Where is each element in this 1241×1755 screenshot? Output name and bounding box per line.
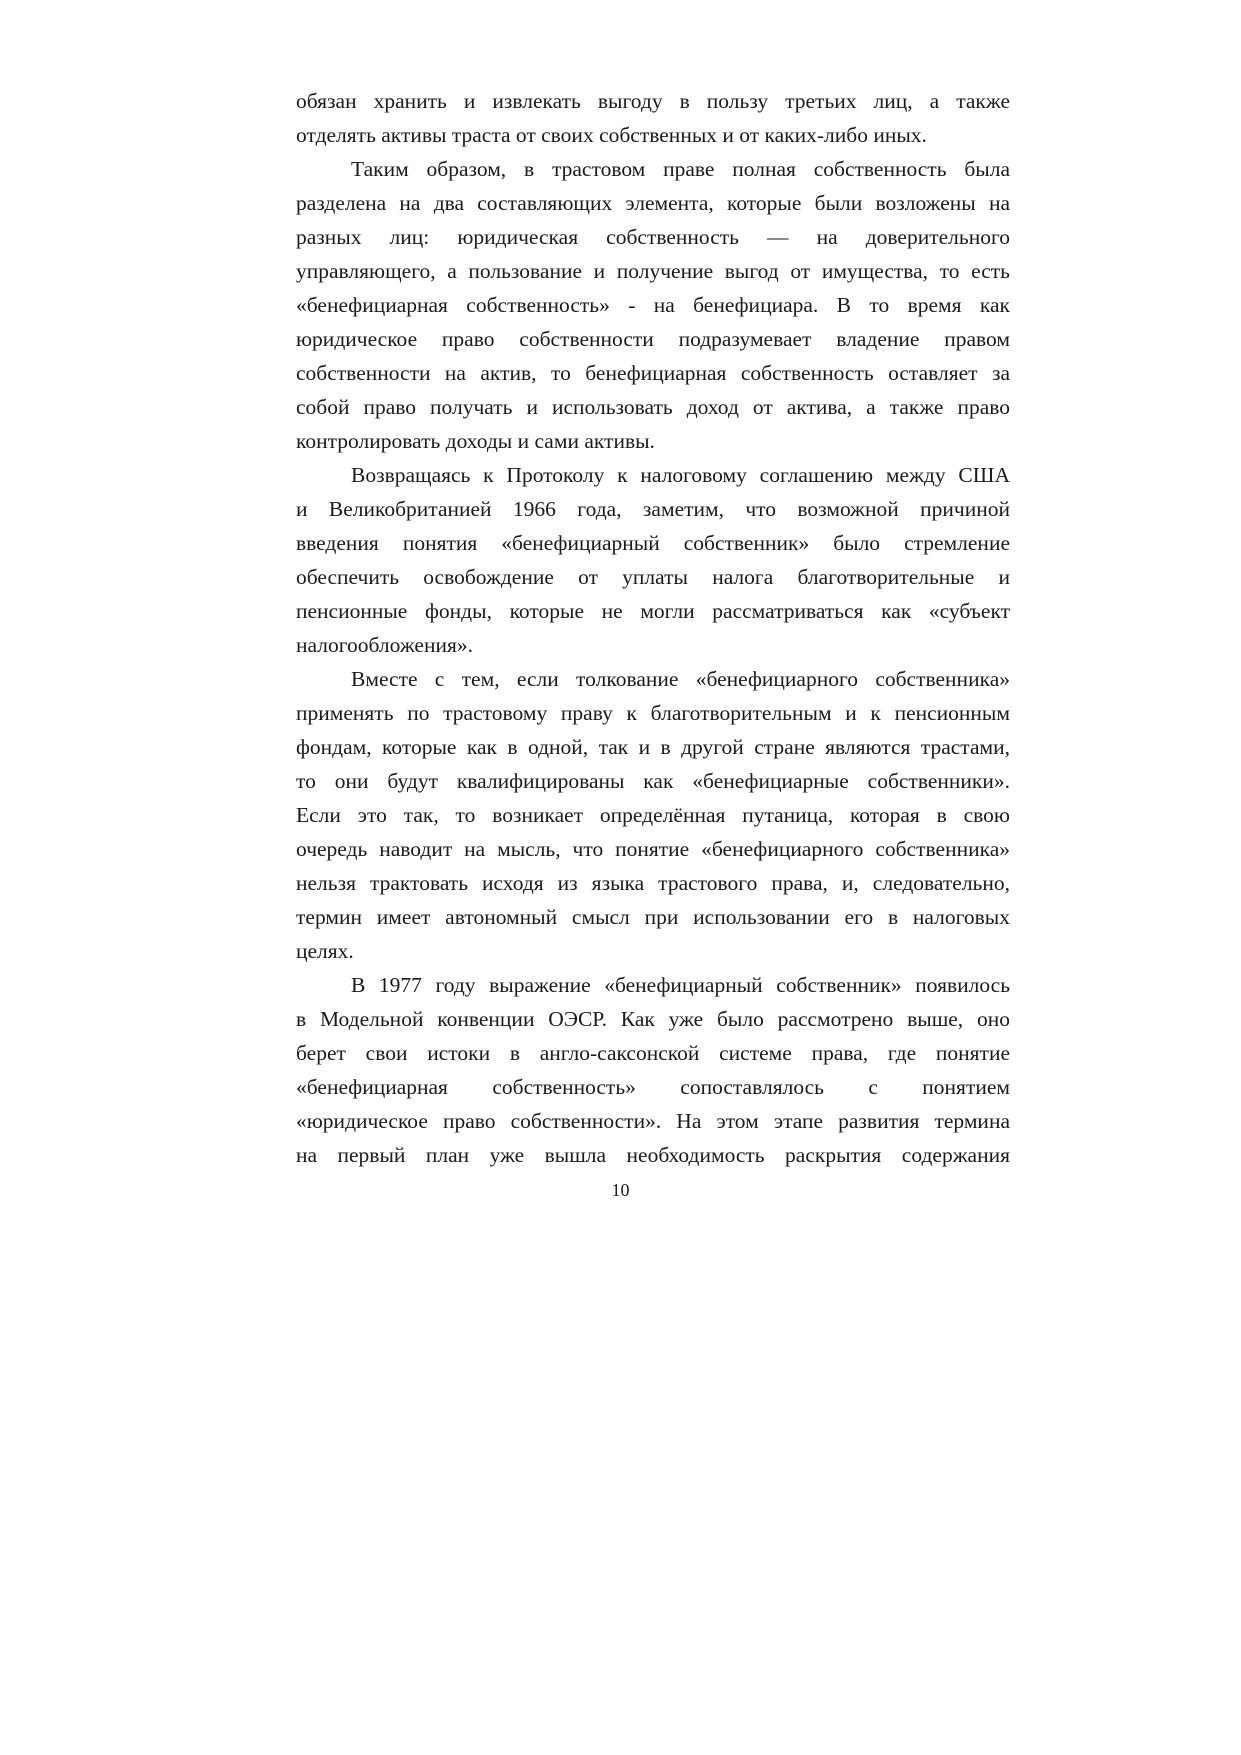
text-line: контролировать доходы и сами активы. [296,429,655,453]
paragraph [296,458,1010,662]
text-line: берет свои истоки в англо-саксонской системе права, где понятие [296,1041,1010,1065]
text-line: применять по трастовому праву к благотворительным и к пенсионным [296,701,1010,725]
text-line: В 1977 году выражение «бенефициарный собственник» появилось [351,973,1010,997]
text-line: на первый план уже вышла необходимость раскрытия содержания [296,1143,1010,1167]
text-line: фондам, которые как в одной, так и в другой стране являются трастами, [296,735,1010,759]
text-line: отделять активы траста от своих собственных и от каких-либо иных. [296,123,927,147]
text-line: собой право получать и использовать доход от актива, а также право [296,395,1010,419]
text-line: налогообложения». [296,633,473,657]
page-number: 10 [611,1180,630,1200]
text-line: Таким образом, в трастовом праве полная собственность была [351,157,1010,181]
text-line: разделена на два составляющих элемента, которые были возложены на [296,191,1010,215]
text-line: «бенефициарная собственность» сопоставлялось с понятием [296,1075,1010,1099]
text-line: обеспечить освобождение от уплаты налога благотворительные и [296,565,1010,589]
text-line: Вместе с тем, если толкование «бенефициарного собственника» [351,667,1010,691]
text-line: собственности на актив, то бенефициарная собственность оставляет за [296,361,1010,385]
paragraph [296,152,1010,458]
text-line: и Великобританией 1966 года, заметим, что возможной причиной [296,497,1010,521]
text-line: в Модельной конвенции ОЭСР. Как уже было рассмотрено выше, оно [296,1007,1010,1031]
text-line: Возвращаясь к Протоколу к налоговому соглашению между США [351,463,1010,487]
text-line: Если это так, то возникает определённая путаница, которая в свою [296,803,1010,827]
paragraph [296,662,1010,968]
text-line: пенсионные фонды, которые не могли рассматриваться как «субъект [296,599,1010,623]
text-line: то они будут квалифицированы как «бенефициарные собственники». [296,769,1010,793]
text-line: разных лиц: юридическая собственность — на доверительного [296,225,1010,249]
text-line: введения понятия «бенефициарный собственник» было стремление [296,531,1010,555]
text-line: нельзя трактовать исходя из языка трастового права, и, следовательно, [296,871,1010,895]
text-line: целях. [296,939,354,963]
paragraph [296,84,1010,152]
text-line: обязан хранить и извлекать выгоду в пользу третьих лиц, а также [296,89,1010,113]
text-line: очередь наводит на мысль, что понятие «бенефициарного собственника» [296,837,1010,861]
paragraph [296,968,1010,1172]
text-line: юридическое право собственности подразумевает владение правом [296,327,1010,351]
text-line: термин имеет автономный смысл при использовании его в налоговых [296,905,1010,929]
body-text [296,84,1010,1172]
text-line: «бенефициарная собственность» - на бенефициара. В то время как [296,293,1010,317]
text-line: управляющего, а пользование и получение выгод от имущества, то есть [296,259,1010,283]
text-line: «юридическое право собственности». На этом этапе развития термина [296,1109,1010,1133]
